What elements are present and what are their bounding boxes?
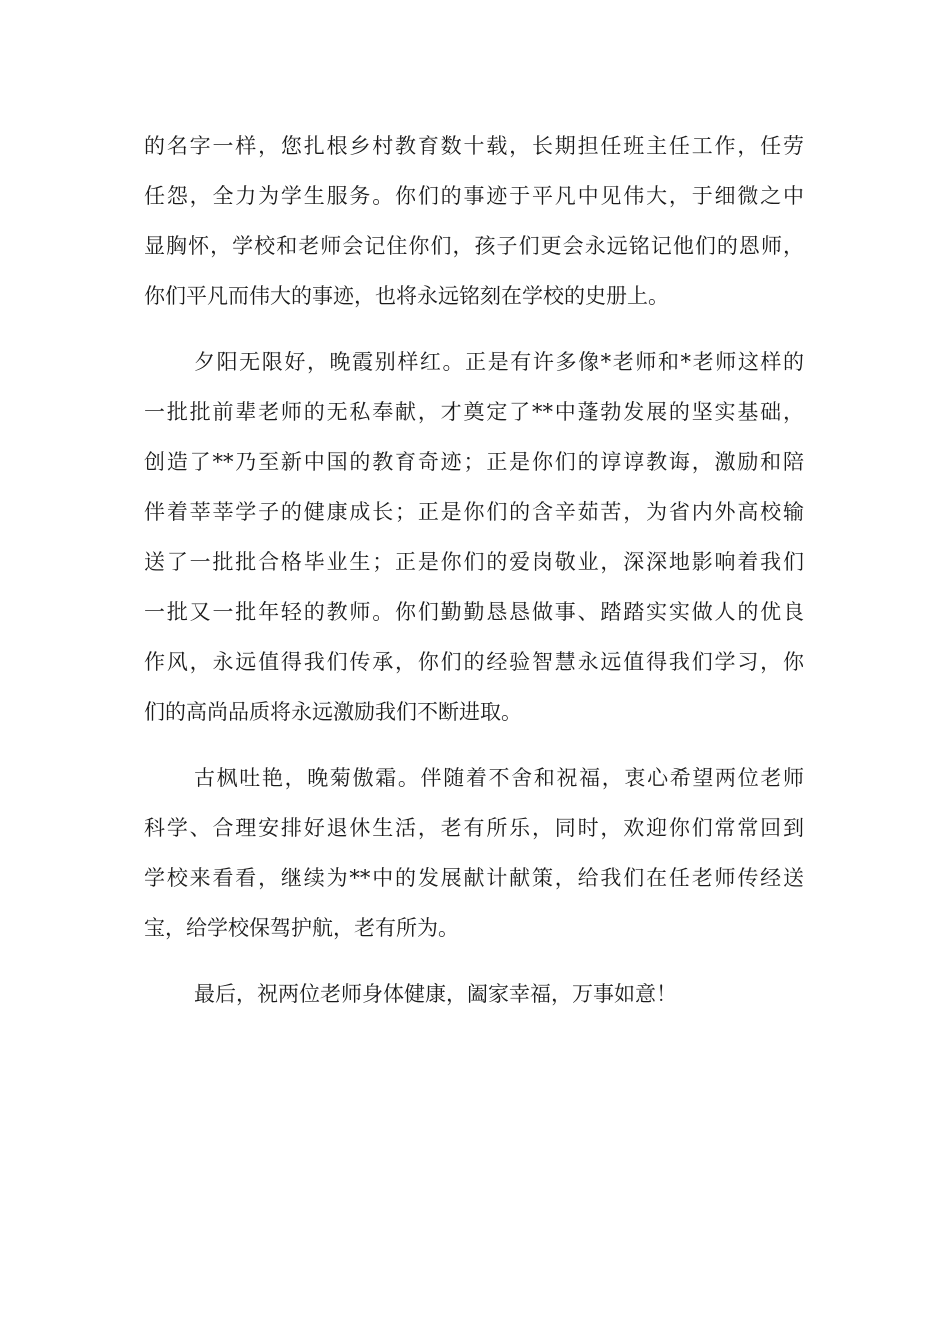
paragraph-4 <box>144 969 804 1019</box>
document-body <box>144 121 804 1019</box>
paragraph-line: 一批又一批年轻的教师。你们勤勤恳恳做事、踏踏实实做人的优良 <box>144 600 804 624</box>
paragraph-line: 科学、合理安排好退休生活，老有所乐，同时，欢迎你们常常回到 <box>144 816 804 840</box>
paragraph-spacer <box>144 321 804 337</box>
paragraph-spacer <box>144 953 804 969</box>
paragraph-line: 一批批前辈老师的无私奉献，才奠定了**中蓬勃发展的坚实基础， <box>144 400 804 424</box>
paragraph-line: 你们平凡而伟大的事迹，也将永远铭刻在学校的史册上。 <box>144 284 669 308</box>
paragraph-line: 最后，祝两位老师身体健康，阖家幸福，万事如意！ <box>194 982 677 1006</box>
paragraph-line: 的名字一样，您扎根乡村教育数十载，长期担任班主任工作，任劳 <box>144 134 804 158</box>
paragraph-line: 显胸怀，学校和老师会记住你们，孩子们更会永远铭记他们的恩师， <box>144 234 804 258</box>
paragraph-line: 夕阳无限好，晚霞别样红。正是有许多像*老师和*老师这样的 <box>194 350 804 374</box>
paragraph-line: 伴着莘莘学子的健康成长；正是你们的含辛茹苦，为省内外高校输 <box>144 500 804 524</box>
paragraph-spacer <box>144 737 804 753</box>
paragraph-line: 任怨，全力为学生服务。你们的事迹于平凡中见伟大，于细微之中 <box>144 184 804 208</box>
paragraph-1 <box>144 121 804 321</box>
paragraph-line: 作风，永远值得我们传承，你们的经验智慧永远值得我们学习，你 <box>144 650 804 674</box>
paragraph-line: 送了一批批合格毕业生；正是你们的爱岗敬业，深深地影响着我们 <box>144 550 804 574</box>
paragraph-line: 创造了**乃至新中国的教育奇迹；正是你们的谆谆教诲，激励和陪 <box>144 450 804 474</box>
paragraph-line: 学校来看看，继续为**中的发展献计献策，给我们在任老师传经送 <box>144 866 804 890</box>
paragraph-line: 古枫吐艳，晚菊傲霜。伴随着不舍和祝福，衷心希望两位老师 <box>194 766 804 790</box>
paragraph-line: 们的高尚品质将永远激励我们不断进取。 <box>144 700 522 724</box>
paragraph-2 <box>144 337 804 737</box>
paragraph-line: 宝，给学校保驾护航，老有所为。 <box>144 916 459 940</box>
paragraph-3 <box>144 753 804 953</box>
